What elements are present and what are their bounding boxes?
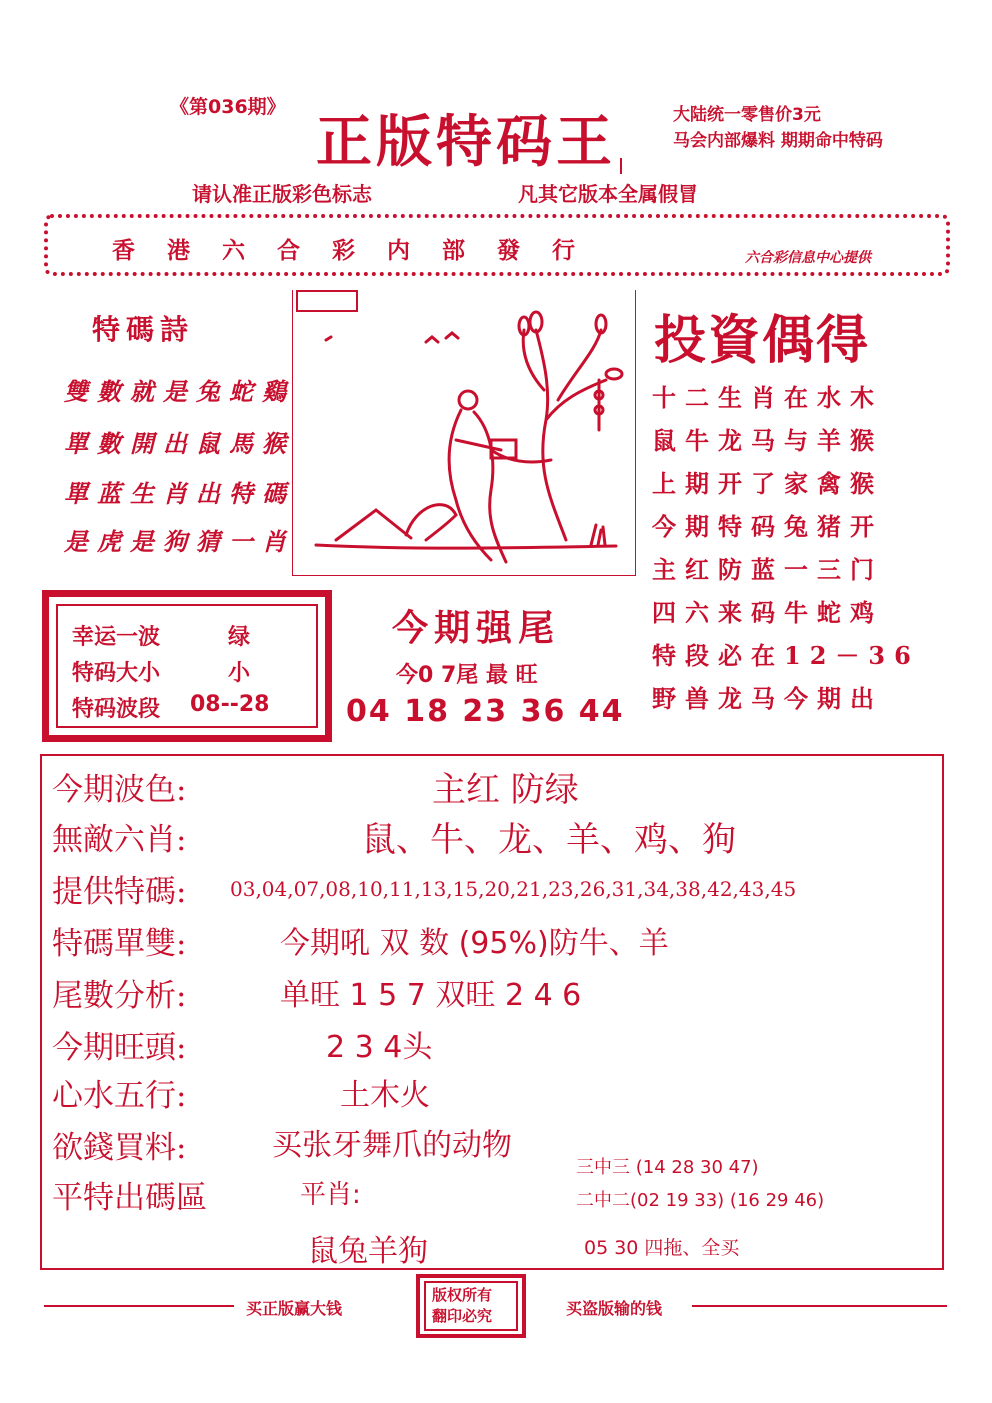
invest-line: 今期特码兔猪开 [652,512,883,541]
flat-zone-label: 平特出碼區 [52,1180,207,1216]
invest-title: 投資偶得 [654,310,871,371]
title-divider [620,158,622,174]
invest-line: 特段必在12－36 [652,641,920,670]
poem-line: 雙數就是兔蛇鷄 [64,377,295,406]
issuer-text: 香港六合彩内部發行 [112,237,607,264]
lucky-wave-label: 幸运一波 [72,625,161,650]
copyright-line: 版权所有 [432,1286,493,1304]
special-code-label: 提供特碼: [52,874,187,910]
tail-analysis-label: 尾數分析: [52,978,187,1014]
band-label: 特码波段 [72,697,161,722]
footer-slogan-left: 买正版赢大钱 [246,1299,343,1318]
copyright-line: 翻印必究 [432,1307,493,1325]
invest-line: 上期开了家禽猴 [652,469,883,498]
invest-line: 四六来码牛蛇鸡 [652,598,883,627]
invest-line: 十二生肖在水木 [652,383,883,412]
five-elements-label: 心水五行: [52,1078,187,1114]
wave-color-label: 今期波色: [52,772,187,808]
tail-analysis-value: 单旺 1 5 7 双旺 2 4 6 [280,978,582,1013]
counterfeit-notice: 凡其它版本全属假冒 [518,182,698,206]
issue-number: 《第036期》 [170,96,286,118]
combo-drag: 05 30 四拖、全买 [584,1237,740,1259]
special-code-value: 03,04,07,08,10,11,13,15,20,21,23,26,31,34,38,42,43,45 [230,877,797,901]
odd-even-label: 特碼單雙: [52,926,187,962]
poem-title: 特碼詩 [92,313,195,346]
strong-tail-numbers: 04 18 23 36 44 [346,694,625,729]
slogan-line: 马会内部爆料 期期命中特码 [673,131,883,151]
page-title: 正版特码王 [316,109,616,175]
footer-rule-right [692,1305,947,1307]
six-zodiac-label: 無敵六肖: [52,822,187,858]
strong-tail-sub: 今0 7尾 最 旺 [396,663,538,688]
buy-tip-value: 买张牙舞爪的动物 [272,1128,512,1163]
poem-line: 單蓝生肖出特碼 [64,479,295,508]
strong-tail-title: 今期强尾 [392,608,561,649]
invest-line: 野兽龙马今期出 [652,684,883,713]
invest-line: 主红防蓝一三门 [652,555,883,584]
authenticity-notice: 请认准正版彩色标志 [192,182,372,206]
flat-animals-value: 鼠兔羊狗 [308,1234,428,1269]
buy-tip-label: 欲錢買料: [52,1130,187,1166]
odd-even-value: 今期吼 双 数 (95%)防牛、羊 [280,926,669,961]
wave-color-value: 主红 防绿 [432,770,579,810]
hot-head-label: 今期旺頭: [52,1030,187,1066]
combo-two: 二中二(02 19 33) (16 29 46) [576,1190,825,1211]
size-value: 小 [228,661,251,686]
maiden-with-tree-illustration [296,300,632,580]
six-zodiac-value: 鼠、牛、龙、羊、鸡、狗 [362,820,736,860]
combo-three: 三中三 (14 28 30 47) [576,1157,759,1178]
size-label: 特码大小 [72,661,161,686]
lucky-wave-value: 绿 [228,625,251,650]
poem-line: 是虎是狗猜一肖 [64,527,295,556]
footer-slogan-right: 买盗版输的钱 [566,1299,663,1318]
hot-head-value: 2 3 4头 [326,1030,433,1065]
footer-rule-left [44,1305,234,1307]
provider-note: 六合彩信息中心提供 [745,250,871,266]
price-line: 大陆统一零售价3元 [673,105,821,125]
poem-line: 單數開出鼠馬猴 [64,429,295,458]
band-value: 08--28 [190,692,270,717]
flat-zodiac-label: 平肖: [300,1180,361,1210]
invest-line: 鼠牛龙马与羊猴 [652,426,883,455]
five-elements-value: 土木火 [340,1078,430,1113]
